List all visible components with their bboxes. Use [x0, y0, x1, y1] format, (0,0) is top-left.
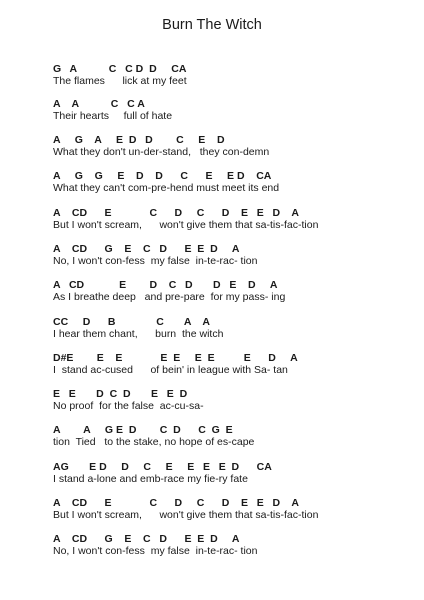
verse — [53, 243, 413, 267]
verse — [53, 352, 413, 376]
lyric-line: tion Tied to the stake, no hope of es-cape — [53, 436, 255, 448]
lyric-line: As I breathe deep and pre-pare for my pass- ing — [53, 291, 286, 303]
verse — [53, 279, 413, 303]
lyric-line: But I won't scream, won't give them that sa-tis-fac-tion — [53, 219, 319, 231]
lyric-line: But I won't scream, won't give them that sa-tis-fac-tion — [53, 509, 319, 521]
verse — [53, 316, 413, 340]
verse — [53, 497, 413, 521]
lyric-line: What they can't com-pre-hend must meet its end — [53, 182, 280, 194]
lyric-line: No, I won't con-fess my false in-te-rac- tion — [53, 255, 258, 267]
chord-line: A CD G E C D E E D A — [53, 533, 240, 545]
verse — [53, 170, 413, 194]
chord-line: A A G E D C D C G E — [53, 424, 233, 436]
lyric-line: I hear them chant, burn the witch — [53, 328, 224, 340]
chord-line: A G A E D D C E D — [53, 134, 225, 146]
chord-line: A CD E C D C D E E D A — [53, 497, 300, 509]
chord-line: G A C C D D CA — [53, 63, 187, 75]
lyric-line: No, I won't con-fess my false in-te-rac- tion — [53, 545, 258, 557]
verse — [53, 63, 413, 87]
chord-line: AG E D D C E E E E D CA — [53, 461, 272, 473]
chord-line: A CD E C D C D E E D A — [53, 207, 300, 219]
verse — [53, 207, 413, 231]
chord-line: A A C C A — [53, 98, 145, 110]
chord-line: CC D B C A A — [53, 316, 210, 328]
chord-line: A CD E D C D D E D A — [53, 279, 278, 291]
verse — [53, 134, 413, 158]
verse — [53, 533, 413, 557]
song-title: Burn The Witch — [162, 17, 262, 33]
verse — [53, 424, 413, 448]
lyric-line: Their hearts full of hate — [53, 110, 173, 122]
verse — [53, 461, 413, 485]
chord-line: D#E E E E E E E E D A — [53, 352, 298, 364]
chord-line: A G G E D D C E E D CA — [53, 170, 272, 182]
chord-line: A CD G E C D E E D A — [53, 243, 240, 255]
verse — [53, 388, 413, 412]
verse — [53, 98, 413, 122]
lyric-line: I stand ac-cused of bein' in league with Sa- tan — [53, 364, 288, 376]
chord-line: E E D C D E E D — [53, 388, 188, 400]
lyric-line: The flames lick at my feet — [53, 75, 187, 87]
lyric-line: I stand a-lone and emb-race my fie-ry fate — [53, 473, 248, 485]
lyric-line: What they don't un-der-stand, they con-demn — [53, 146, 270, 158]
lyric-line: No proof for the false ac-cu-sa- — [53, 400, 204, 412]
